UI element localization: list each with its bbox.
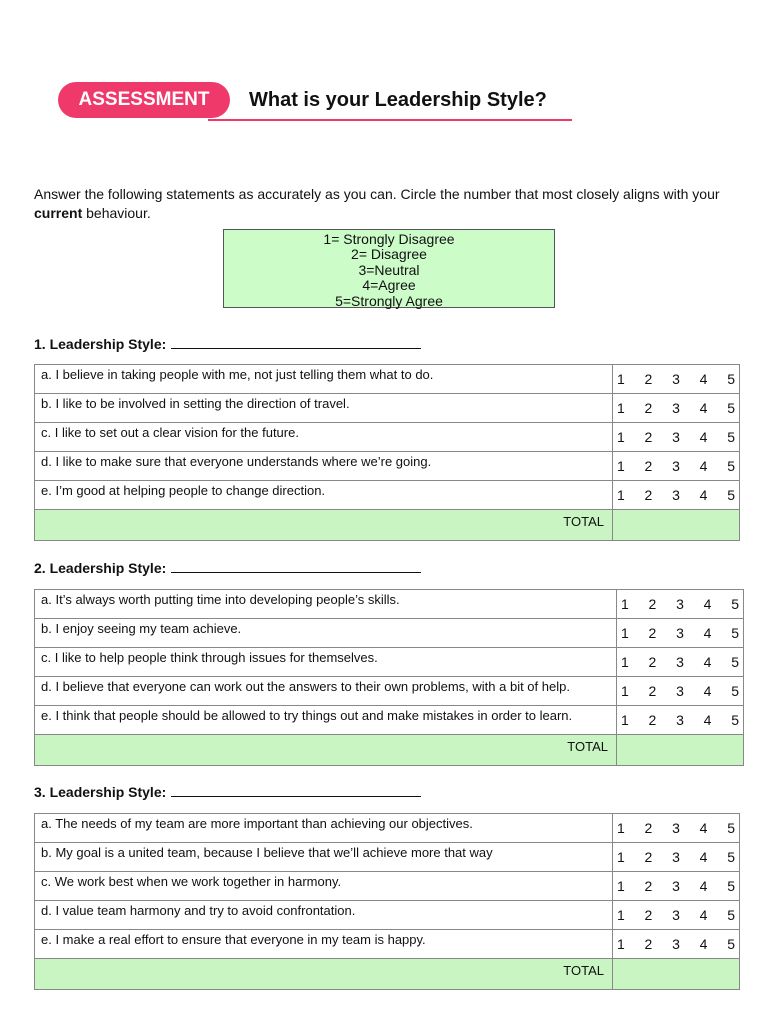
rating-option[interactable]: 2 xyxy=(644,849,653,865)
statement-text: b. I enjoy seeing my team achieve. xyxy=(35,619,617,648)
scale-item: 5=Strongly Agree xyxy=(335,292,443,309)
rating-option[interactable]: 5 xyxy=(727,371,735,387)
rating-option[interactable]: 3 xyxy=(672,429,680,445)
table-row xyxy=(35,481,740,510)
rating-option[interactable]: 1 xyxy=(617,878,625,894)
rating-options xyxy=(613,452,740,481)
statement-text: c. I like to set out a clear vision for the future. xyxy=(35,423,613,452)
rating-option[interactable]: 1 xyxy=(617,371,625,387)
leadership-style-input[interactable] xyxy=(171,559,421,573)
table-row xyxy=(35,872,740,901)
rating-option[interactable]: 3 xyxy=(672,371,680,387)
table-row xyxy=(35,706,744,735)
table-row xyxy=(35,619,744,648)
rating-option[interactable]: 1 xyxy=(617,907,625,923)
total-label: TOTAL xyxy=(35,735,617,766)
statement-text: e. I’m good at helping people to change direction. xyxy=(35,481,613,510)
rating-option[interactable]: 2 xyxy=(644,936,653,952)
rating-option[interactable]: 4 xyxy=(699,907,708,923)
rating-option[interactable]: 1 xyxy=(621,683,629,699)
rating-option[interactable]: 1 xyxy=(617,849,625,865)
rating-option[interactable]: 3 xyxy=(672,820,680,836)
rating-options xyxy=(613,872,740,901)
table-row xyxy=(35,901,740,930)
scale-item: 1= Strongly Disagree xyxy=(323,231,455,247)
rating-option[interactable]: 1 xyxy=(617,820,625,836)
rating-option[interactable]: 4 xyxy=(703,683,712,699)
table-row xyxy=(35,843,740,872)
instructions-tail: behaviour. xyxy=(82,205,151,221)
rating-option[interactable]: 4 xyxy=(703,712,712,728)
statement-text: a. I believe in taking people with me, not just telling them what to do. xyxy=(35,365,613,394)
statement-text: c. We work best when we work together in harmony. xyxy=(35,872,613,901)
total-label: TOTAL xyxy=(35,510,613,541)
rating-option[interactable]: 5 xyxy=(727,849,735,865)
rating-option[interactable]: 3 xyxy=(672,458,680,474)
rating-option[interactable]: 5 xyxy=(731,596,739,612)
rating-options xyxy=(617,648,744,677)
rating-option[interactable]: 3 xyxy=(676,654,684,670)
section-heading-label: 3. Leadership Style: xyxy=(34,784,167,800)
table-row xyxy=(35,365,740,394)
page-title: What is your Leadership Style? xyxy=(249,89,547,111)
rating-option[interactable]: 5 xyxy=(727,400,735,416)
rating-option[interactable]: 2 xyxy=(648,654,657,670)
rating-options xyxy=(613,394,740,423)
rating-options xyxy=(613,365,740,394)
rating-options xyxy=(613,843,740,872)
rating-option[interactable]: 3 xyxy=(672,936,680,952)
rating-option[interactable]: 3 xyxy=(672,907,680,923)
rating-option[interactable]: 1 xyxy=(617,458,625,474)
rating-option[interactable]: 3 xyxy=(676,625,684,641)
rating-option[interactable]: 1 xyxy=(617,936,625,952)
statement-text: b. My goal is a united team, because I believe that we’ll achieve more that way xyxy=(35,843,613,872)
rating-option[interactable]: 2 xyxy=(644,907,653,923)
rating-option[interactable]: 3 xyxy=(672,487,680,503)
total-row xyxy=(35,959,740,990)
rating-options xyxy=(613,423,740,452)
rating-option[interactable]: 5 xyxy=(727,936,735,952)
section-heading xyxy=(34,559,421,576)
rating-option[interactable]: 5 xyxy=(731,625,739,641)
instructions-text: Answer the following statements as accurately as you can. Circle the number that most closely aligns with your xyxy=(34,186,720,202)
rating-option[interactable]: 2 xyxy=(644,429,653,445)
rating-option[interactable]: 5 xyxy=(727,820,735,836)
rating-option[interactable]: 4 xyxy=(699,936,708,952)
rating-option[interactable]: 2 xyxy=(648,625,657,641)
rating-option[interactable]: 4 xyxy=(699,371,708,387)
question-table xyxy=(34,589,744,766)
rating-option[interactable]: 2 xyxy=(644,458,653,474)
table-row xyxy=(35,590,744,619)
rating-scale-key xyxy=(223,229,555,308)
total-value-field[interactable] xyxy=(613,510,740,541)
section-heading-label: 2. Leadership Style: xyxy=(34,560,167,576)
rating-option[interactable]: 2 xyxy=(644,820,653,836)
question-table xyxy=(34,813,740,990)
rating-option[interactable]: 2 xyxy=(644,400,653,416)
rating-options xyxy=(617,706,744,735)
statement-text: e. I think that people should be allowed to try things out and make mistakes in order to learn. xyxy=(35,706,617,735)
rating-option[interactable]: 1 xyxy=(621,654,629,670)
rating-option[interactable]: 2 xyxy=(648,683,657,699)
rating-option[interactable]: 5 xyxy=(731,712,739,728)
rating-option[interactable]: 5 xyxy=(727,487,735,503)
rating-option[interactable]: 1 xyxy=(617,487,625,503)
statement-text: d. I value team harmony and try to avoid confrontation. xyxy=(35,901,613,930)
rating-options xyxy=(617,619,744,648)
rating-option[interactable]: 1 xyxy=(621,596,629,612)
rating-option[interactable]: 2 xyxy=(648,712,657,728)
rating-option[interactable]: 1 xyxy=(617,429,625,445)
table-row xyxy=(35,423,740,452)
rating-option[interactable]: 2 xyxy=(644,487,653,503)
rating-option[interactable]: 5 xyxy=(731,683,739,699)
leadership-style-input[interactable] xyxy=(171,783,421,797)
rating-option[interactable]: 3 xyxy=(672,849,680,865)
rating-option[interactable]: 3 xyxy=(676,712,684,728)
rating-option[interactable]: 4 xyxy=(703,596,712,612)
rating-option[interactable]: 4 xyxy=(699,400,708,416)
instructions xyxy=(34,185,754,223)
table-row xyxy=(35,452,740,481)
rating-option[interactable]: 3 xyxy=(676,683,684,699)
rating-option[interactable]: 4 xyxy=(699,878,708,894)
rating-option[interactable]: 2 xyxy=(644,878,653,894)
question-table xyxy=(34,364,740,541)
rating-option[interactable]: 1 xyxy=(621,712,629,728)
leadership-style-input[interactable] xyxy=(171,335,421,349)
rating-option[interactable]: 5 xyxy=(727,878,735,894)
total-value-field[interactable] xyxy=(617,735,744,766)
section-heading xyxy=(34,783,421,800)
rating-option[interactable]: 4 xyxy=(699,820,708,836)
statement-text: a. The needs of my team are more important than achieving our objectives. xyxy=(35,814,613,843)
scale-item: 4=Agree xyxy=(362,277,416,294)
statement-text: b. I like to be involved in setting the direction of travel. xyxy=(35,394,613,423)
scale-item: 2= Disagree xyxy=(351,246,427,263)
rating-option[interactable]: 1 xyxy=(621,625,629,641)
rating-options xyxy=(617,590,744,619)
statement-text: a. It’s always worth putting time into developing people’s skills. xyxy=(35,590,617,619)
statement-text: d. I like to make sure that everyone understands where we’re going. xyxy=(35,452,613,481)
table-row xyxy=(35,648,744,677)
rating-option[interactable]: 4 xyxy=(703,654,712,670)
assessment-badge: ASSESSMENT xyxy=(58,82,230,118)
page-header xyxy=(58,82,572,120)
statement-text: c. I like to help people think through issues for themselves. xyxy=(35,648,617,677)
table-row xyxy=(35,814,740,843)
title-underline xyxy=(208,119,572,121)
rating-option[interactable]: 4 xyxy=(703,625,712,641)
rating-option[interactable]: 3 xyxy=(672,400,680,416)
rating-option[interactable]: 4 xyxy=(699,458,708,474)
scale-item: 3=Neutral xyxy=(358,261,420,278)
total-row xyxy=(35,510,740,541)
rating-option[interactable]: 4 xyxy=(699,487,708,503)
statement-text: e. I make a real effort to ensure that everyone in my team is happy. xyxy=(35,930,613,959)
table-row xyxy=(35,930,740,959)
rating-option[interactable]: 2 xyxy=(644,371,653,387)
rating-option[interactable]: 5 xyxy=(727,458,735,474)
section-heading-label: 1. Leadership Style: xyxy=(34,336,167,352)
section-heading xyxy=(34,335,421,352)
rating-options xyxy=(613,901,740,930)
rating-option[interactable]: 4 xyxy=(699,429,708,445)
rating-option[interactable]: 3 xyxy=(672,878,680,894)
rating-option[interactable]: 5 xyxy=(727,907,735,923)
rating-option[interactable]: 4 xyxy=(699,849,708,865)
total-row xyxy=(35,735,744,766)
total-label: TOTAL xyxy=(35,959,613,990)
instructions-emphasis: current xyxy=(34,205,83,221)
total-value-field[interactable] xyxy=(613,959,740,990)
rating-options xyxy=(613,930,740,959)
rating-option[interactable]: 3 xyxy=(676,596,684,612)
rating-options xyxy=(613,481,740,510)
statement-text: d. I believe that everyone can work out the answers to their own problems, with a bit of help. xyxy=(35,677,617,706)
rating-option[interactable]: 1 xyxy=(617,400,625,416)
rating-options xyxy=(617,677,744,706)
table-row xyxy=(35,677,744,706)
rating-options xyxy=(613,814,740,843)
rating-option[interactable]: 2 xyxy=(648,596,657,612)
table-row xyxy=(35,394,740,423)
rating-option[interactable]: 5 xyxy=(727,429,735,445)
rating-option[interactable]: 5 xyxy=(731,654,739,670)
